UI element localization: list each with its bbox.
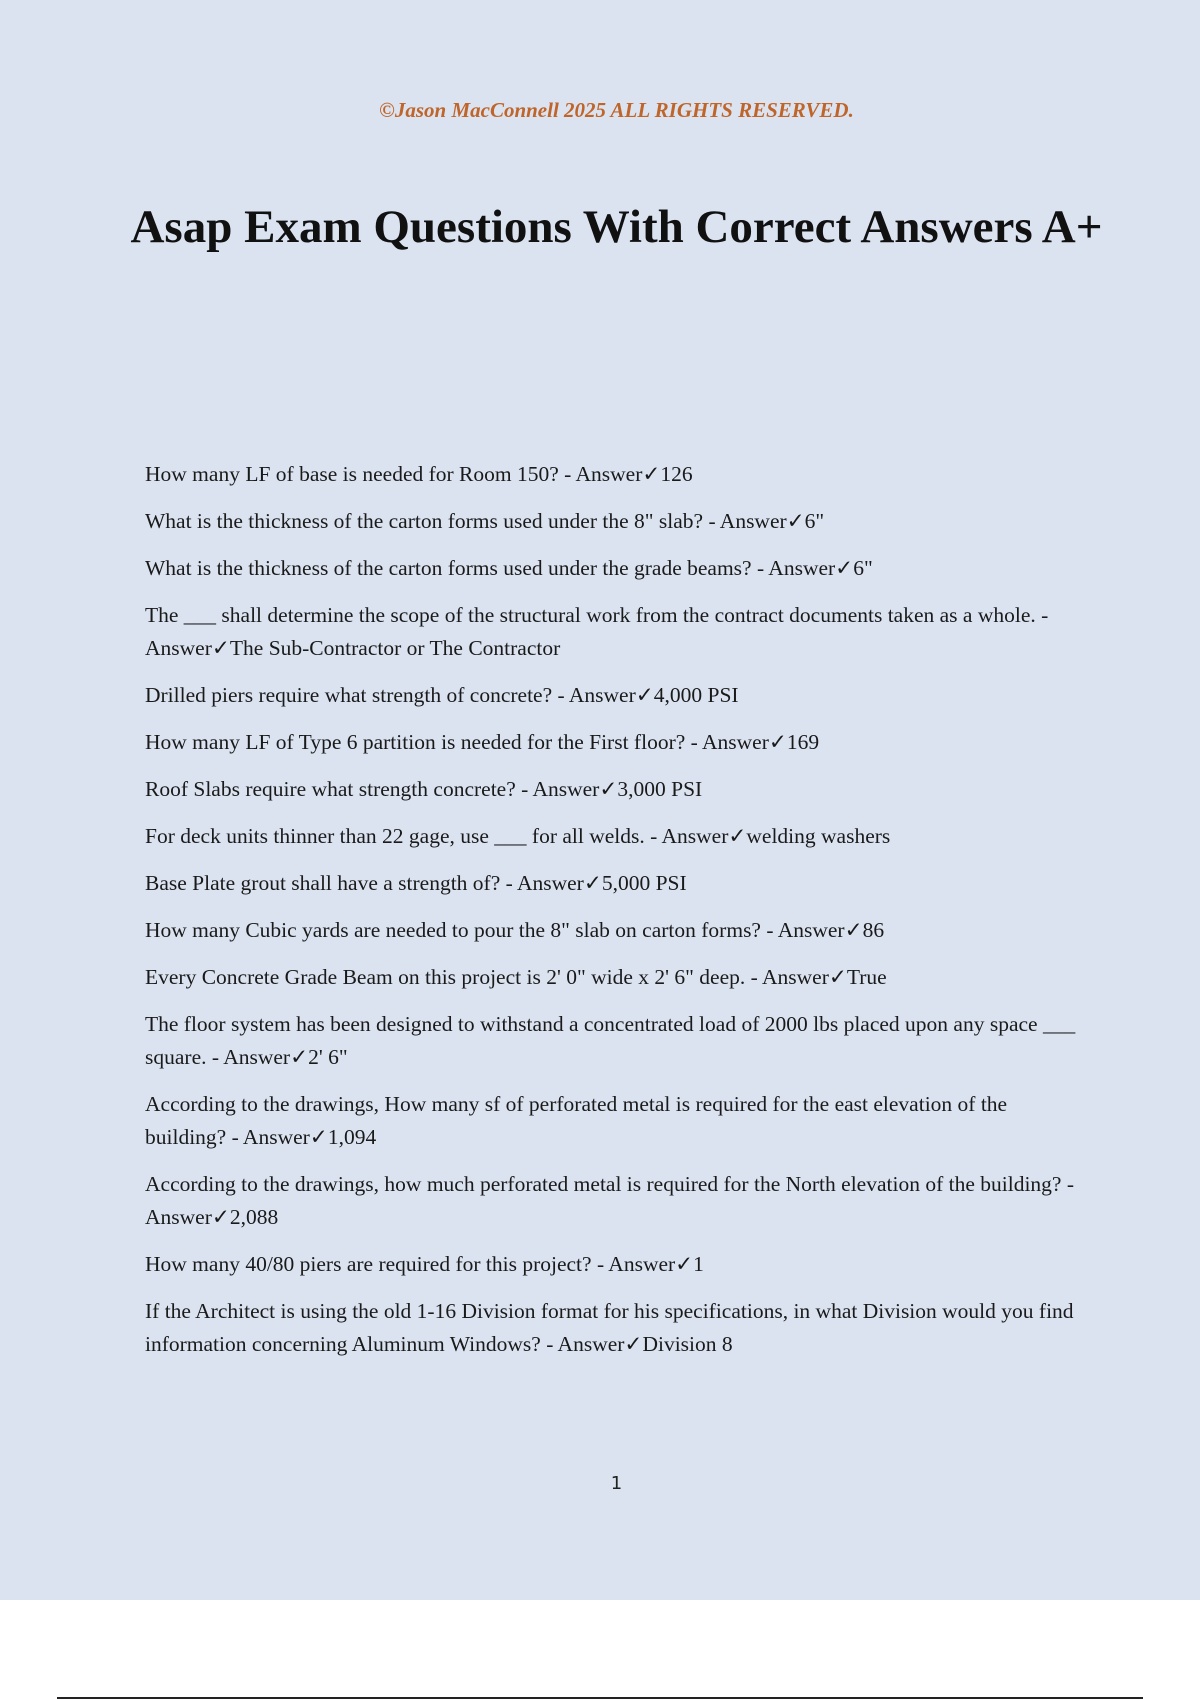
qa-item: Base Plate grout shall have a strength of? - Answer✓5,000 PSI [145,871,687,895]
qa-item: For deck units thinner than 22 gage, use ___ for all welds. - Answer✓welding washers [145,824,891,848]
qa-item: How many Cubic yards are needed to pour the 8" slab on carton forms? - Answer✓86 [145,918,885,942]
page-number: 1 [610,1473,623,1494]
qa-item: Roof Slabs require what strength concrete? - Answer✓3,000 PSI [145,777,703,801]
qa-item: According to the drawings, how much perforated metal is required for the North elevation of the building? - Answer✓2,088 [145,1172,1074,1229]
qa-item: The ___ shall determine the scope of the structural work from the contract documents taken as a whole. - Answer✓The Sub-Contractor or The Contractor [145,603,1049,660]
qa-item: How many 40/80 piers are required for this project? - Answer✓1 [145,1252,704,1276]
copyright-notice: ©Jason MacConnell 2025 ALL RIGHTS RESERVED. [379,98,854,122]
qa-item: If the Architect is using the old 1-16 Division format for his specifications, in what Division would you find information concerning Aluminum Windows? - Answer✓Division 8 [145,1299,1074,1356]
document-title: Asap Exam Questions With Correct Answers A+ [130,201,1103,253]
qa-item: How many LF of Type 6 partition is needed for the First floor? - Answer✓169 [145,730,820,754]
qa-item: How many LF of base is needed for Room 150? - Answer✓126 [145,462,693,486]
qa-item: Every Concrete Grade Beam on this project is 2' 0" wide x 2' 6" deep. - Answer✓True [145,965,887,989]
qa-item: What is the thickness of the carton forms used under the grade beams? - Answer✓6" [145,556,873,580]
qa-item: According to the drawings, How many sf of perforated metal is required for the east elevation of the building? - Answer✓1,094 [145,1092,1008,1149]
qa-item: Drilled piers require what strength of concrete? - Answer✓4,000 PSI [145,683,739,707]
footer-divider [57,1697,1143,1699]
qa-item: The floor system has been designed to withstand a concentrated load of 2000 lbs placed upon any space ___ square. - Answer✓2' 6" [145,1012,1076,1069]
qa-item: What is the thickness of the carton forms used under the 8" slab? - Answer✓6" [145,509,825,533]
qa-list [145,458,1085,1375]
